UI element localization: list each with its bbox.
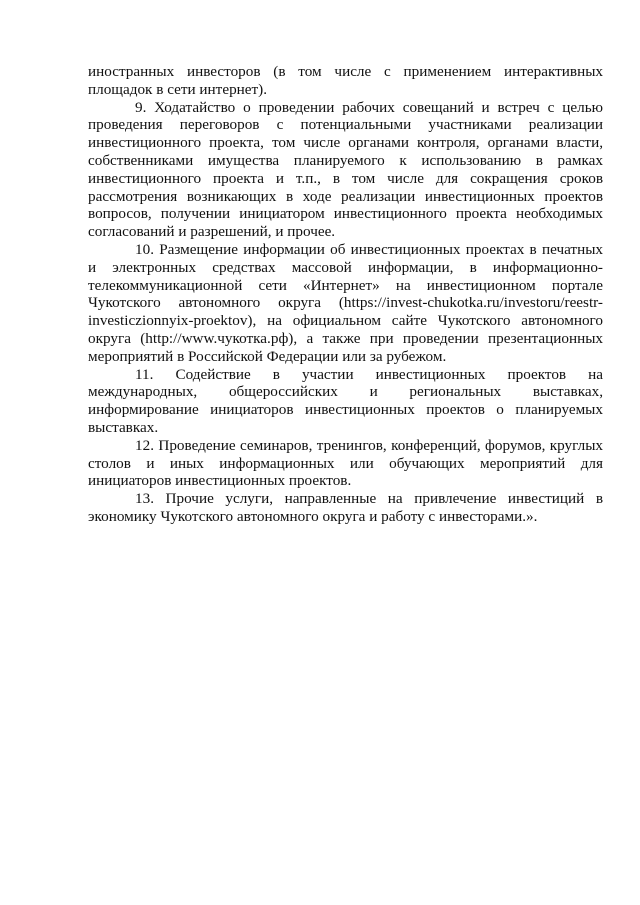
text-line: инвестиционного проекта, том числе органами контроля, органами власти,	[88, 134, 603, 152]
text-line: и электронных средствах массовой информации, в информационно-	[88, 258, 603, 276]
paragraph	[88, 437, 603, 490]
text-line: собственниками имущества планируемого к использованию в рамках	[88, 151, 603, 169]
text-line: экономику Чукотского автономного округа и работу с инвесторами.».	[88, 507, 538, 525]
text-line: информирование инициаторов инвестиционных проектов о планируемых	[88, 401, 603, 419]
paragraph	[88, 366, 603, 437]
text-line: телекоммуникационной сети «Интернет» на инвестиционном портале	[88, 276, 603, 294]
text-line: проведения переговоров с потенциальными участниками реализации	[88, 116, 603, 134]
text-line: инициаторов инвестиционных проектов.	[88, 472, 352, 490]
text-line: вопросов, получении инициатором инвестиционного проекта необходимых	[88, 205, 603, 223]
text-line: округа (http://www.чукотка.рф), а также при проведении презентационных	[88, 329, 603, 347]
text-line: согласований и разрешений, и прочее.	[88, 223, 336, 241]
text-line: 13. Прочие услуги, направленные на привлечение инвестиций в	[135, 490, 603, 508]
paragraph	[88, 241, 603, 366]
text-line: Чукотского автономного округа (https://invest-chukotka.ru/investoru/reestr-	[88, 294, 603, 312]
paragraph	[88, 99, 603, 241]
paragraph	[88, 490, 603, 526]
text-line: выставках.	[88, 418, 159, 436]
document-page	[88, 63, 603, 526]
paragraph	[88, 63, 603, 99]
text-line: 10. Размещение информации об инвестиционных проектах в печатных	[135, 240, 603, 258]
text-line: иностранных инвесторов (в том числе с применением интерактивных	[88, 63, 603, 80]
text-line: 11. Содействие в участии инвестиционных проектов на	[135, 365, 603, 383]
text-line: 12. Проведение семинаров, тренингов, конференций, форумов, круглых	[135, 436, 603, 454]
text-line: 9. Ходатайство о проведении рабочих совещаний и встреч с целью	[135, 98, 603, 116]
text-line: мероприятий в Российской Федерации или за рубежом.	[88, 347, 447, 365]
text-line: столов и иных информационных или обучающих мероприятий для	[88, 454, 603, 472]
text-line: международных, общероссийских и региональных выставках,	[88, 383, 603, 401]
text-line: investiczionnyix-proektov), на официальном сайте Чукотского автономного	[88, 312, 603, 330]
text-line: рассмотрения возникающих в ходе реализации инвестиционных проектов	[88, 187, 603, 205]
text-line: площадок в сети интернет).	[88, 80, 268, 98]
text-line: инвестиционного проекта и т.п., в том числе для сокращения сроков	[88, 169, 603, 187]
